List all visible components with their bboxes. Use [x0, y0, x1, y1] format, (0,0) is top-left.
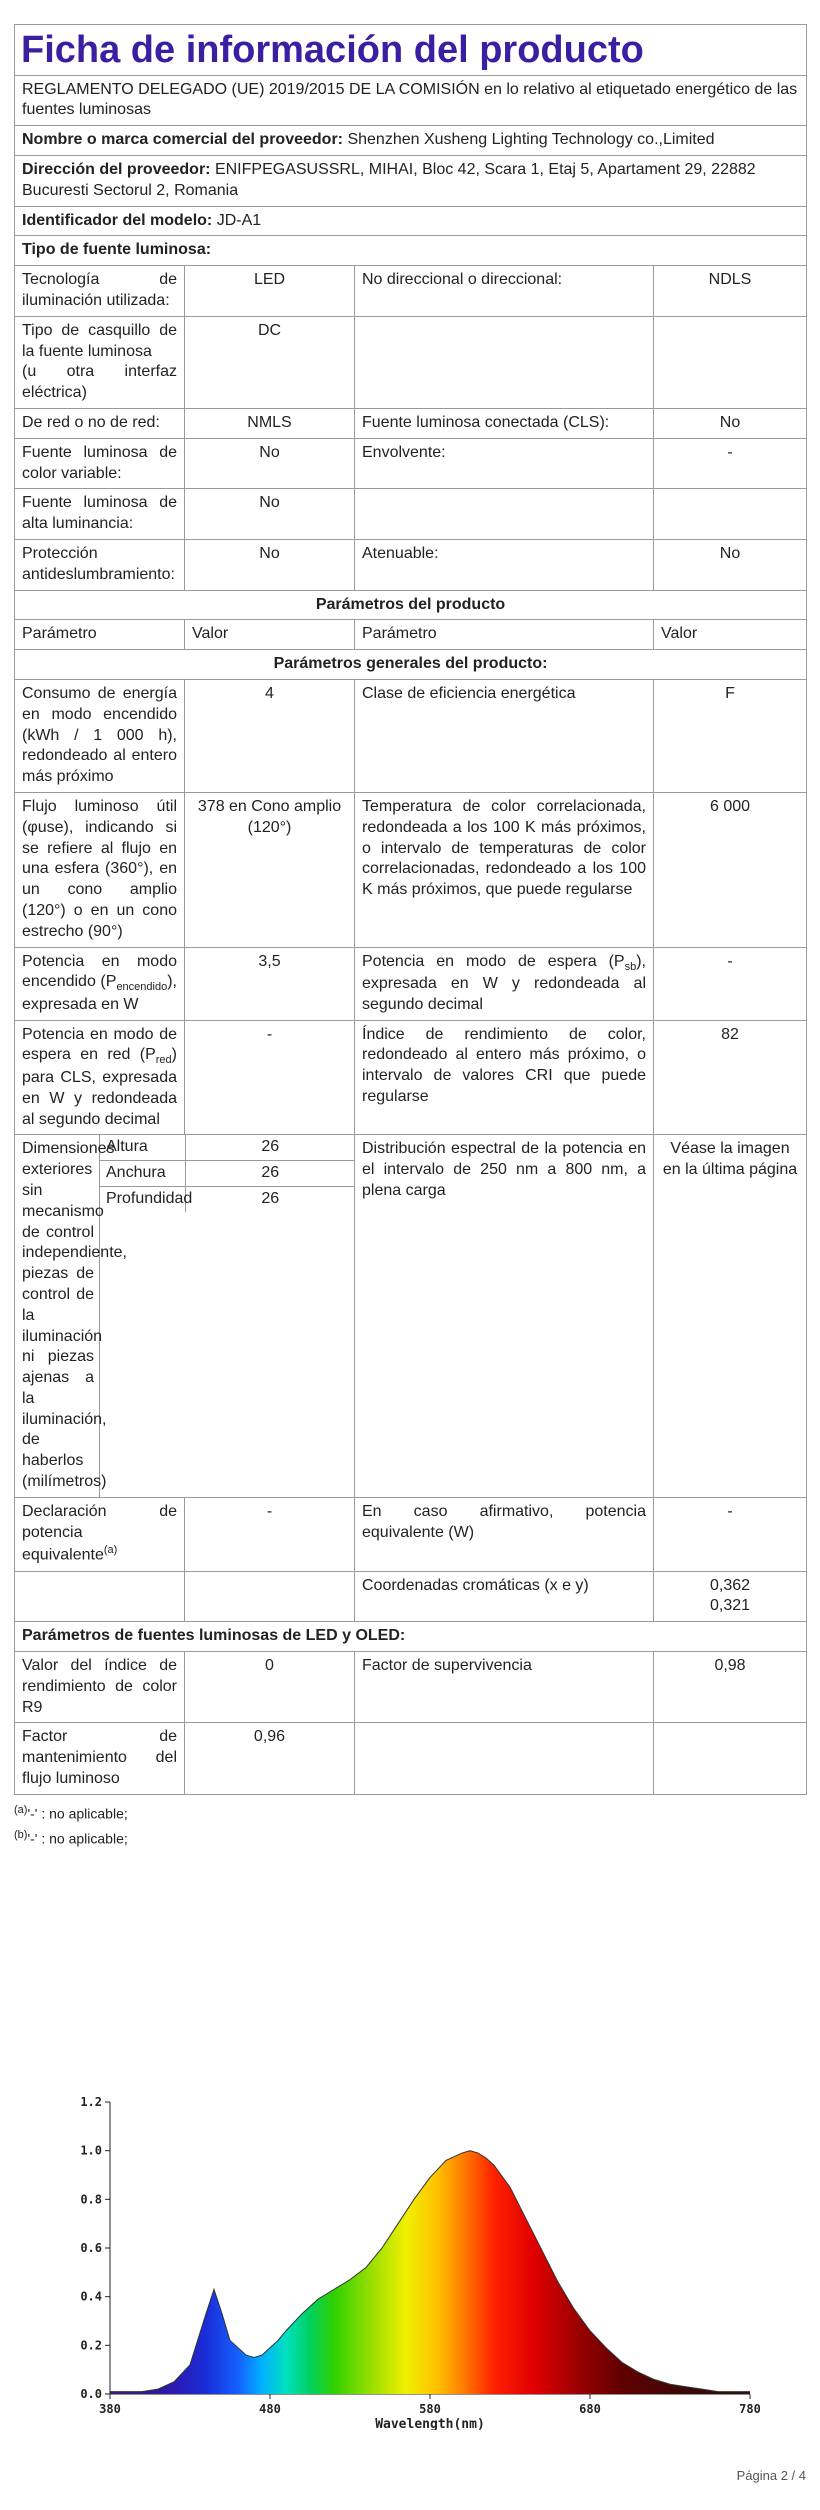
source-label — [355, 316, 654, 408]
x-tick-label: 680 — [579, 2402, 601, 2416]
y-tick-label: 1.0 — [80, 2143, 102, 2158]
led-params-header: Parámetros de fuentes luminosas de LED y OLED: — [15, 1622, 807, 1652]
source-label: Protección antideslumbramiento: — [15, 540, 185, 591]
survival-factor-value: 0,98 — [654, 1651, 807, 1722]
source-label: Fuente luminosa conectada (CLS): — [355, 409, 654, 439]
supplier-name: Shenzhen Xusheng Lighting Technology co.,Limited — [347, 131, 715, 149]
r9-value: 0 — [185, 1651, 355, 1722]
x-tick-label: 480 — [259, 2402, 281, 2416]
source-value: DC — [185, 316, 355, 408]
info-table — [14, 24, 807, 1795]
product-information-sheet — [14, 24, 806, 1850]
source-label-cell — [15, 316, 185, 408]
y-tick-label: 1.2 — [80, 2095, 102, 2109]
table-row — [15, 266, 807, 317]
x-axis-label: Wavelength(nm) — [375, 2417, 485, 2430]
supplier-address: ENIFPEGASUSSRL, MIHAI, Bloc 42, Scara 1, Etaj 5, Apartament 29, 22882 Bucuresti Sectorul 2, Romania — [22, 161, 756, 199]
supplier-name-row — [15, 126, 807, 156]
source-label: Atenuable: — [355, 540, 654, 591]
standby-power-value: - — [654, 947, 807, 1020]
equivalent-power-w-label: En caso afirmativo, potencia equivalente (W) — [355, 1497, 654, 1571]
source-value: NDLS — [654, 266, 807, 317]
x-tick-label: 780 — [739, 2402, 760, 2416]
on-mode-power-value: 3,5 — [185, 947, 355, 1020]
source-value: No — [654, 540, 807, 591]
table-row — [15, 438, 807, 489]
column-header-param: Parámetro — [355, 620, 654, 650]
y-tick-label: 0.6 — [80, 2241, 102, 2255]
cri-label: Índice de rendimiento de color, redondeado al entero más próximo, o intervalo de valores CRI que puede regularse — [355, 1020, 654, 1135]
spectral-distribution-label: Distribución espectral de la potencia en el intervalo de 250 nm a 800 nm, a plena carga — [355, 1135, 654, 1498]
y-tick-label: 0.0 — [80, 2387, 102, 2401]
source-label: Fuente luminosa de color variable: — [15, 438, 185, 489]
model-id: JD-A1 — [216, 211, 262, 229]
dimensions-table — [100, 1135, 355, 1211]
supplier-address-row — [15, 156, 807, 207]
cri-value: 82 — [654, 1020, 807, 1135]
y-tick-label: 0.4 — [80, 2289, 102, 2304]
page-title: Ficha de información del producto — [15, 25, 807, 76]
table-row — [15, 1723, 807, 1794]
equivalent-power-value: - — [185, 1497, 355, 1571]
empty-cell — [15, 1571, 185, 1622]
chromaticity-x: 0,362 — [709, 1576, 751, 1594]
table-row — [15, 1651, 807, 1722]
source-value: LED — [185, 266, 355, 317]
source-label-note: (u otra interfaz eléctrica) — [22, 363, 177, 402]
empty-cell — [654, 1723, 807, 1794]
spectral-distribution-value: Véase la imagen en la última página — [654, 1135, 807, 1498]
source-value — [654, 316, 807, 408]
x-tick-label: 380 — [99, 2402, 121, 2416]
product-params-header: Parámetros del producto — [15, 590, 807, 620]
table-row — [15, 489, 807, 540]
chromaticity-y: 0,321 — [709, 1597, 751, 1615]
footnote-a: $^{(a)}$'-' : no aplicable; — [14, 1803, 128, 1822]
source-label: De red o no de red: — [15, 409, 185, 439]
model-label: Identificador del modelo: — [22, 211, 213, 229]
column-header-param: Parámetro — [15, 620, 185, 650]
table-row — [15, 409, 807, 439]
column-header-row — [15, 620, 807, 650]
empty-cell — [185, 1571, 355, 1622]
spectral-chart-svg — [60, 2090, 760, 2430]
dimension-value: 26 — [185, 1186, 355, 1211]
supplier-address-label: Dirección del proveedor: — [22, 161, 211, 179]
table-row — [100, 1135, 355, 1160]
table-row — [15, 540, 807, 591]
source-value — [654, 489, 807, 540]
y-tick-label: 0.2 — [80, 2338, 102, 2353]
table-row — [100, 1161, 355, 1187]
standby-power-label: Potencia en modo de espera $(P_{sb})$, expresada en W y redondeada al segundo decimal — [355, 947, 654, 1020]
table-row — [15, 1497, 807, 1571]
source-type-header: Tipo de fuente luminosa: — [15, 236, 807, 266]
source-value: No — [185, 438, 355, 489]
source-value: No — [185, 489, 355, 540]
page-number: Página 2 / 4 — [736, 2468, 806, 2483]
spectral-chart — [60, 2090, 760, 2430]
on-mode-power-label: Potencia en modo encendido $(P_{encendido})$, expresada en W — [15, 947, 185, 1020]
table-row — [15, 316, 807, 408]
survival-factor-label: Factor de supervivencia — [355, 1651, 654, 1722]
source-value: - — [654, 438, 807, 489]
source-label — [355, 489, 654, 540]
column-header-value: Valor — [185, 620, 355, 650]
networked-standby-value: - — [185, 1020, 355, 1135]
table-row — [15, 1135, 807, 1498]
regulation-subtitle: REGLAMENTO DELEGADO (UE) 2019/2015 DE LA COMISIÓN en lo relativo al etiquetado energético de las fuentes luminosas — [15, 75, 807, 126]
source-value: NMLS — [185, 409, 355, 439]
dimension-value: 26 — [185, 1161, 355, 1187]
dimension-value: 26 — [185, 1135, 355, 1160]
efficiency-class-value: F — [654, 680, 807, 793]
color-temperature-label: Temperatura de color correlacionada, redondeada a los 100 K más próximos, o intervalo de temperaturas de color correlacionadas, redondeado a los 100 K más próximos, que puede regularse — [355, 793, 654, 948]
dimensions-label: Dimensiones exteriores sin mecanismo de control independiente, piezas de control de la iluminación ni piezas ajenas a la iluminación, de haberlos (milímetros) — [15, 1135, 100, 1498]
dimension-name: Anchura — [100, 1161, 185, 1187]
chromaticity-label: Coordenadas cromáticas (x e y) — [355, 1571, 654, 1622]
flux-maintenance-label: Factor de mantenimiento del flujo luminoso — [15, 1723, 185, 1794]
chromaticity-values — [654, 1571, 807, 1622]
model-row — [15, 206, 807, 236]
dimension-name: Altura — [100, 1135, 185, 1160]
source-label: Fuente luminosa de alta luminancia: — [15, 489, 185, 540]
source-label: No direccional o direccional: — [355, 266, 654, 317]
table-row — [15, 793, 807, 948]
color-temperature-value: 6 000 — [654, 793, 807, 948]
luminous-flux-value: 378 en Cono amplio (120°) — [185, 793, 355, 948]
equivalent-power-w-value: - — [654, 1497, 807, 1571]
source-value: No — [654, 409, 807, 439]
table-row — [15, 1571, 807, 1622]
table-row — [15, 680, 807, 793]
spectrum-area — [110, 2102, 750, 2394]
x-tick-label: 580 — [419, 2402, 441, 2416]
energy-consumption-label: Consumo de energía en modo encendido (kWh / 1 000 h), redondeado al entero más próximo — [15, 680, 185, 793]
source-label: Tipo de casquillo de la fuente luminosa — [22, 321, 177, 360]
footnote-b: $^{(b)}$'-' : no aplicable; — [14, 1828, 128, 1847]
empty-cell — [355, 1723, 654, 1794]
source-label: Envolvente: — [355, 438, 654, 489]
y-tick-label: 0.8 — [80, 2192, 102, 2207]
flux-maintenance-value: 0,96 — [185, 1723, 355, 1794]
supplier-name-label: Nombre o marca comercial del proveedor: — [22, 131, 343, 149]
dimensions-cell — [100, 1135, 355, 1498]
column-header-value: Valor — [654, 620, 807, 650]
luminous-flux-label: Flujo luminoso útil (φuse), indicando si se refiere al flujo en una esfera (360°), en un cono amplio (120°) o en un cono estrecho (90°) — [15, 793, 185, 948]
energy-consumption-value: 4 — [185, 680, 355, 793]
source-value: No — [185, 540, 355, 591]
dimension-name: Profundidad — [100, 1186, 185, 1211]
general-params-header: Parámetros generales del producto: — [15, 650, 807, 680]
table-row — [100, 1186, 355, 1211]
efficiency-class-label: Clase de eficiencia energética — [355, 680, 654, 793]
r9-label: Valor del índice de rendimiento de color R9 — [15, 1651, 185, 1722]
source-label: Tecnología de iluminación utilizada: — [15, 266, 185, 317]
equivalent-power-label: Declaración de potencia equivalente$^{(a)}$ — [15, 1497, 185, 1571]
table-row — [15, 947, 807, 1020]
footnotes — [14, 1801, 806, 1851]
networked-standby-label: Potencia en modo de espera en red $(P_{red})$ para CLS, expresada en W y redondeada al segundo decimal — [15, 1020, 185, 1135]
table-row — [15, 1020, 807, 1135]
